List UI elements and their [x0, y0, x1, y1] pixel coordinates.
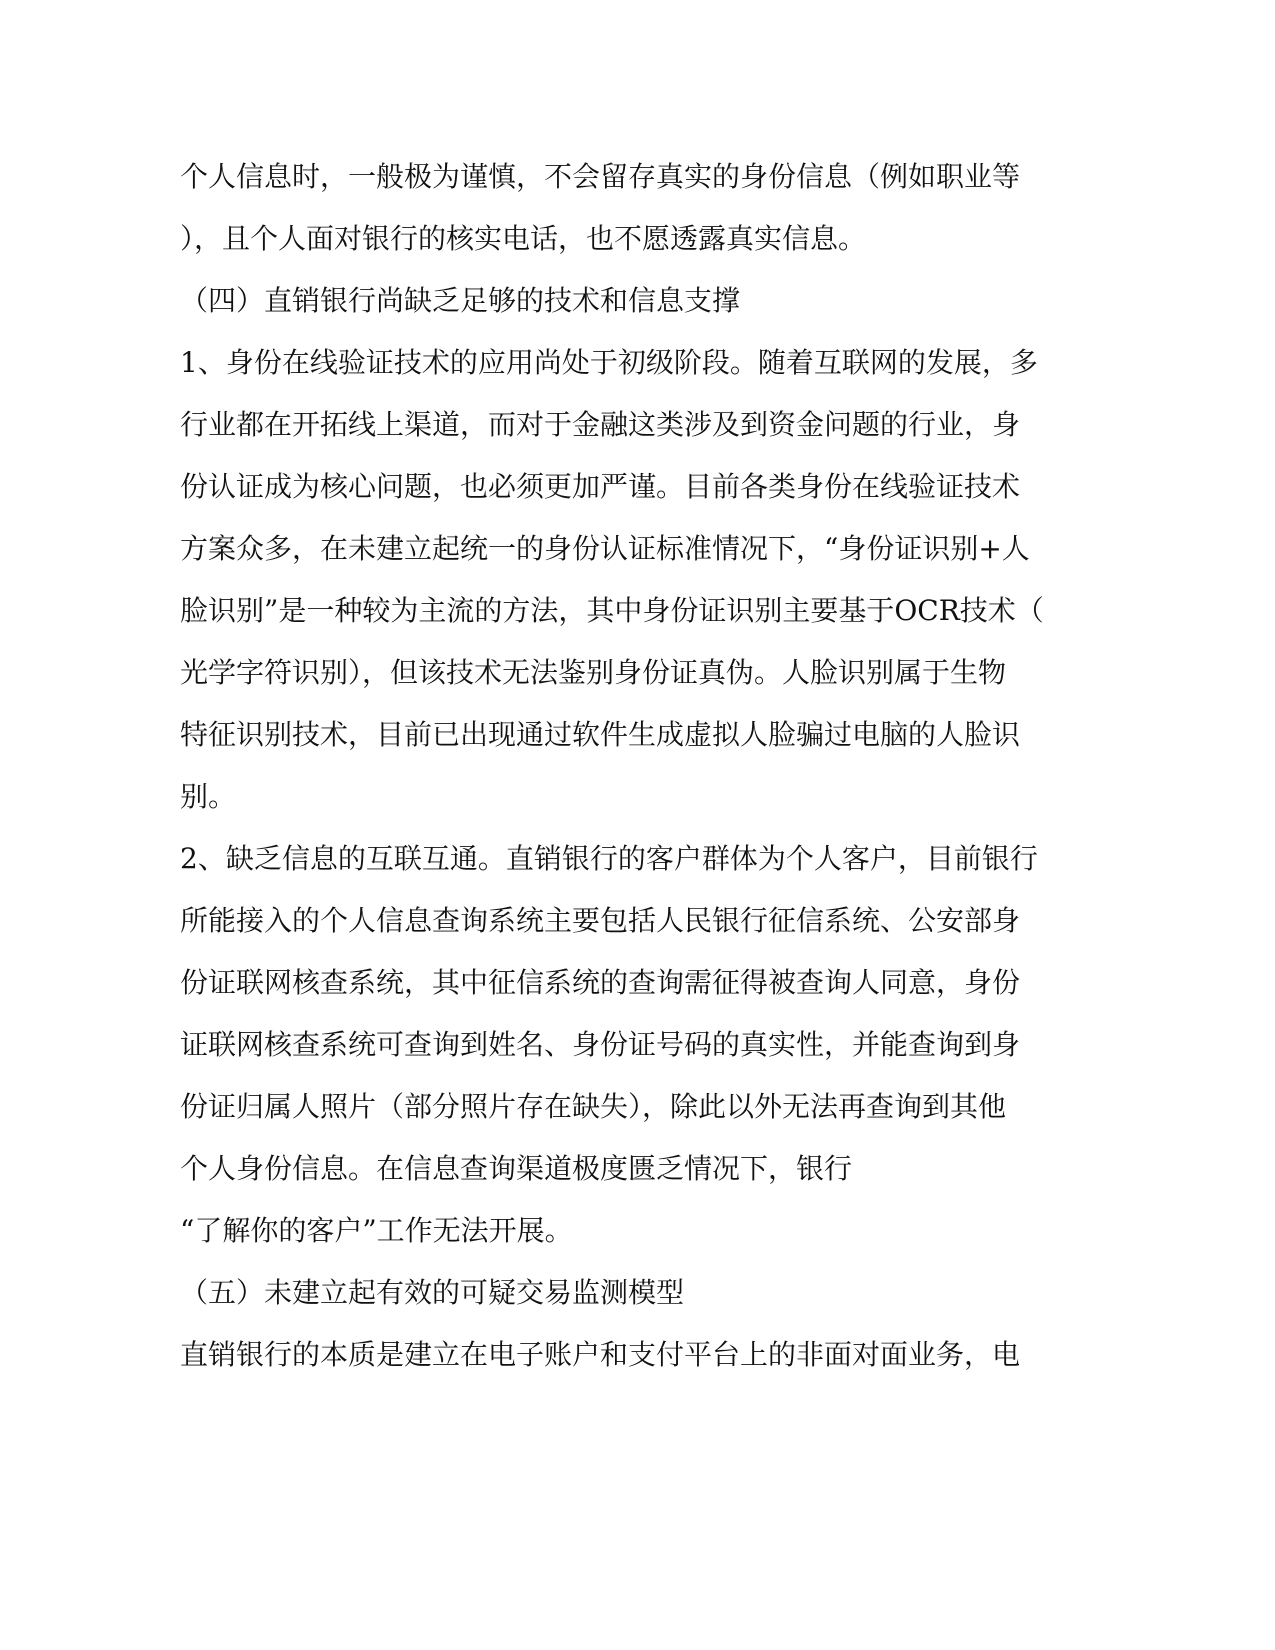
text-line: “了解你的客户”工作无法开展。	[180, 1214, 573, 1247]
text-line: 个人身份信息。在信息查询渠道极度匮乏情况下，银行	[180, 1152, 853, 1185]
text-line: 证联网核查系统可查询到姓名、身份证号码的真实性，并能查询到身	[180, 1028, 1021, 1061]
section-heading: （五）未建立起有效的可疑交易监测模型	[180, 1276, 685, 1309]
text-line: 1、身份在线验证技术的应用尚处于初级阶段。随着互联网的发展，多	[180, 346, 1038, 379]
section-heading: （四）直销银行尚缺乏足够的技术和信息支撑	[180, 284, 741, 317]
text-line: 直销银行的本质是建立在电子账户和支付平台上的非面对面业务，电	[180, 1338, 1021, 1371]
text-line: 特征识别技术，目前已出现通过软件生成虚拟人脸骗过电脑的人脸识	[180, 718, 1021, 751]
text-line: 别。	[180, 780, 237, 813]
text-line: 份认证成为核心问题，也必须更加严谨。目前各类身份在线验证技术	[180, 470, 1021, 503]
text-line: 光学字符识别），但该技术无法鉴别身份证真伪。人脸识别属于生物	[180, 656, 1007, 689]
text-line: 份证归属人照片（部分照片存在缺失），除此以外无法再查询到其他	[180, 1090, 1007, 1123]
text-line: 份证联网核查系统，其中征信系统的查询需征得被查询人同意，身份	[180, 966, 1021, 999]
text-line: ），且个人面对银行的核实电话，也不愿透露真实信息。	[180, 222, 867, 255]
text-line: 行业都在开拓线上渠道，而对于金融这类涉及到资金问题的行业，身	[180, 408, 1021, 441]
text-line: 所能接入的个人信息查询系统主要包括人民银行征信系统、公安部身	[180, 904, 1021, 937]
text-line: 方案众多，在未建立起统一的身份认证标准情况下，“身份证识别+人	[180, 532, 1030, 565]
text-line: 个人信息时，一般极为谨慎，不会留存真实的身份信息（例如职业等	[180, 160, 1021, 193]
text-line: 脸识别”是一种较为主流的方法，其中身份证识别主要基于OCR技术（	[180, 594, 1044, 627]
text-line: 2、缺乏信息的互联互通。直销银行的客户群体为个人客户，目前银行	[180, 842, 1038, 875]
